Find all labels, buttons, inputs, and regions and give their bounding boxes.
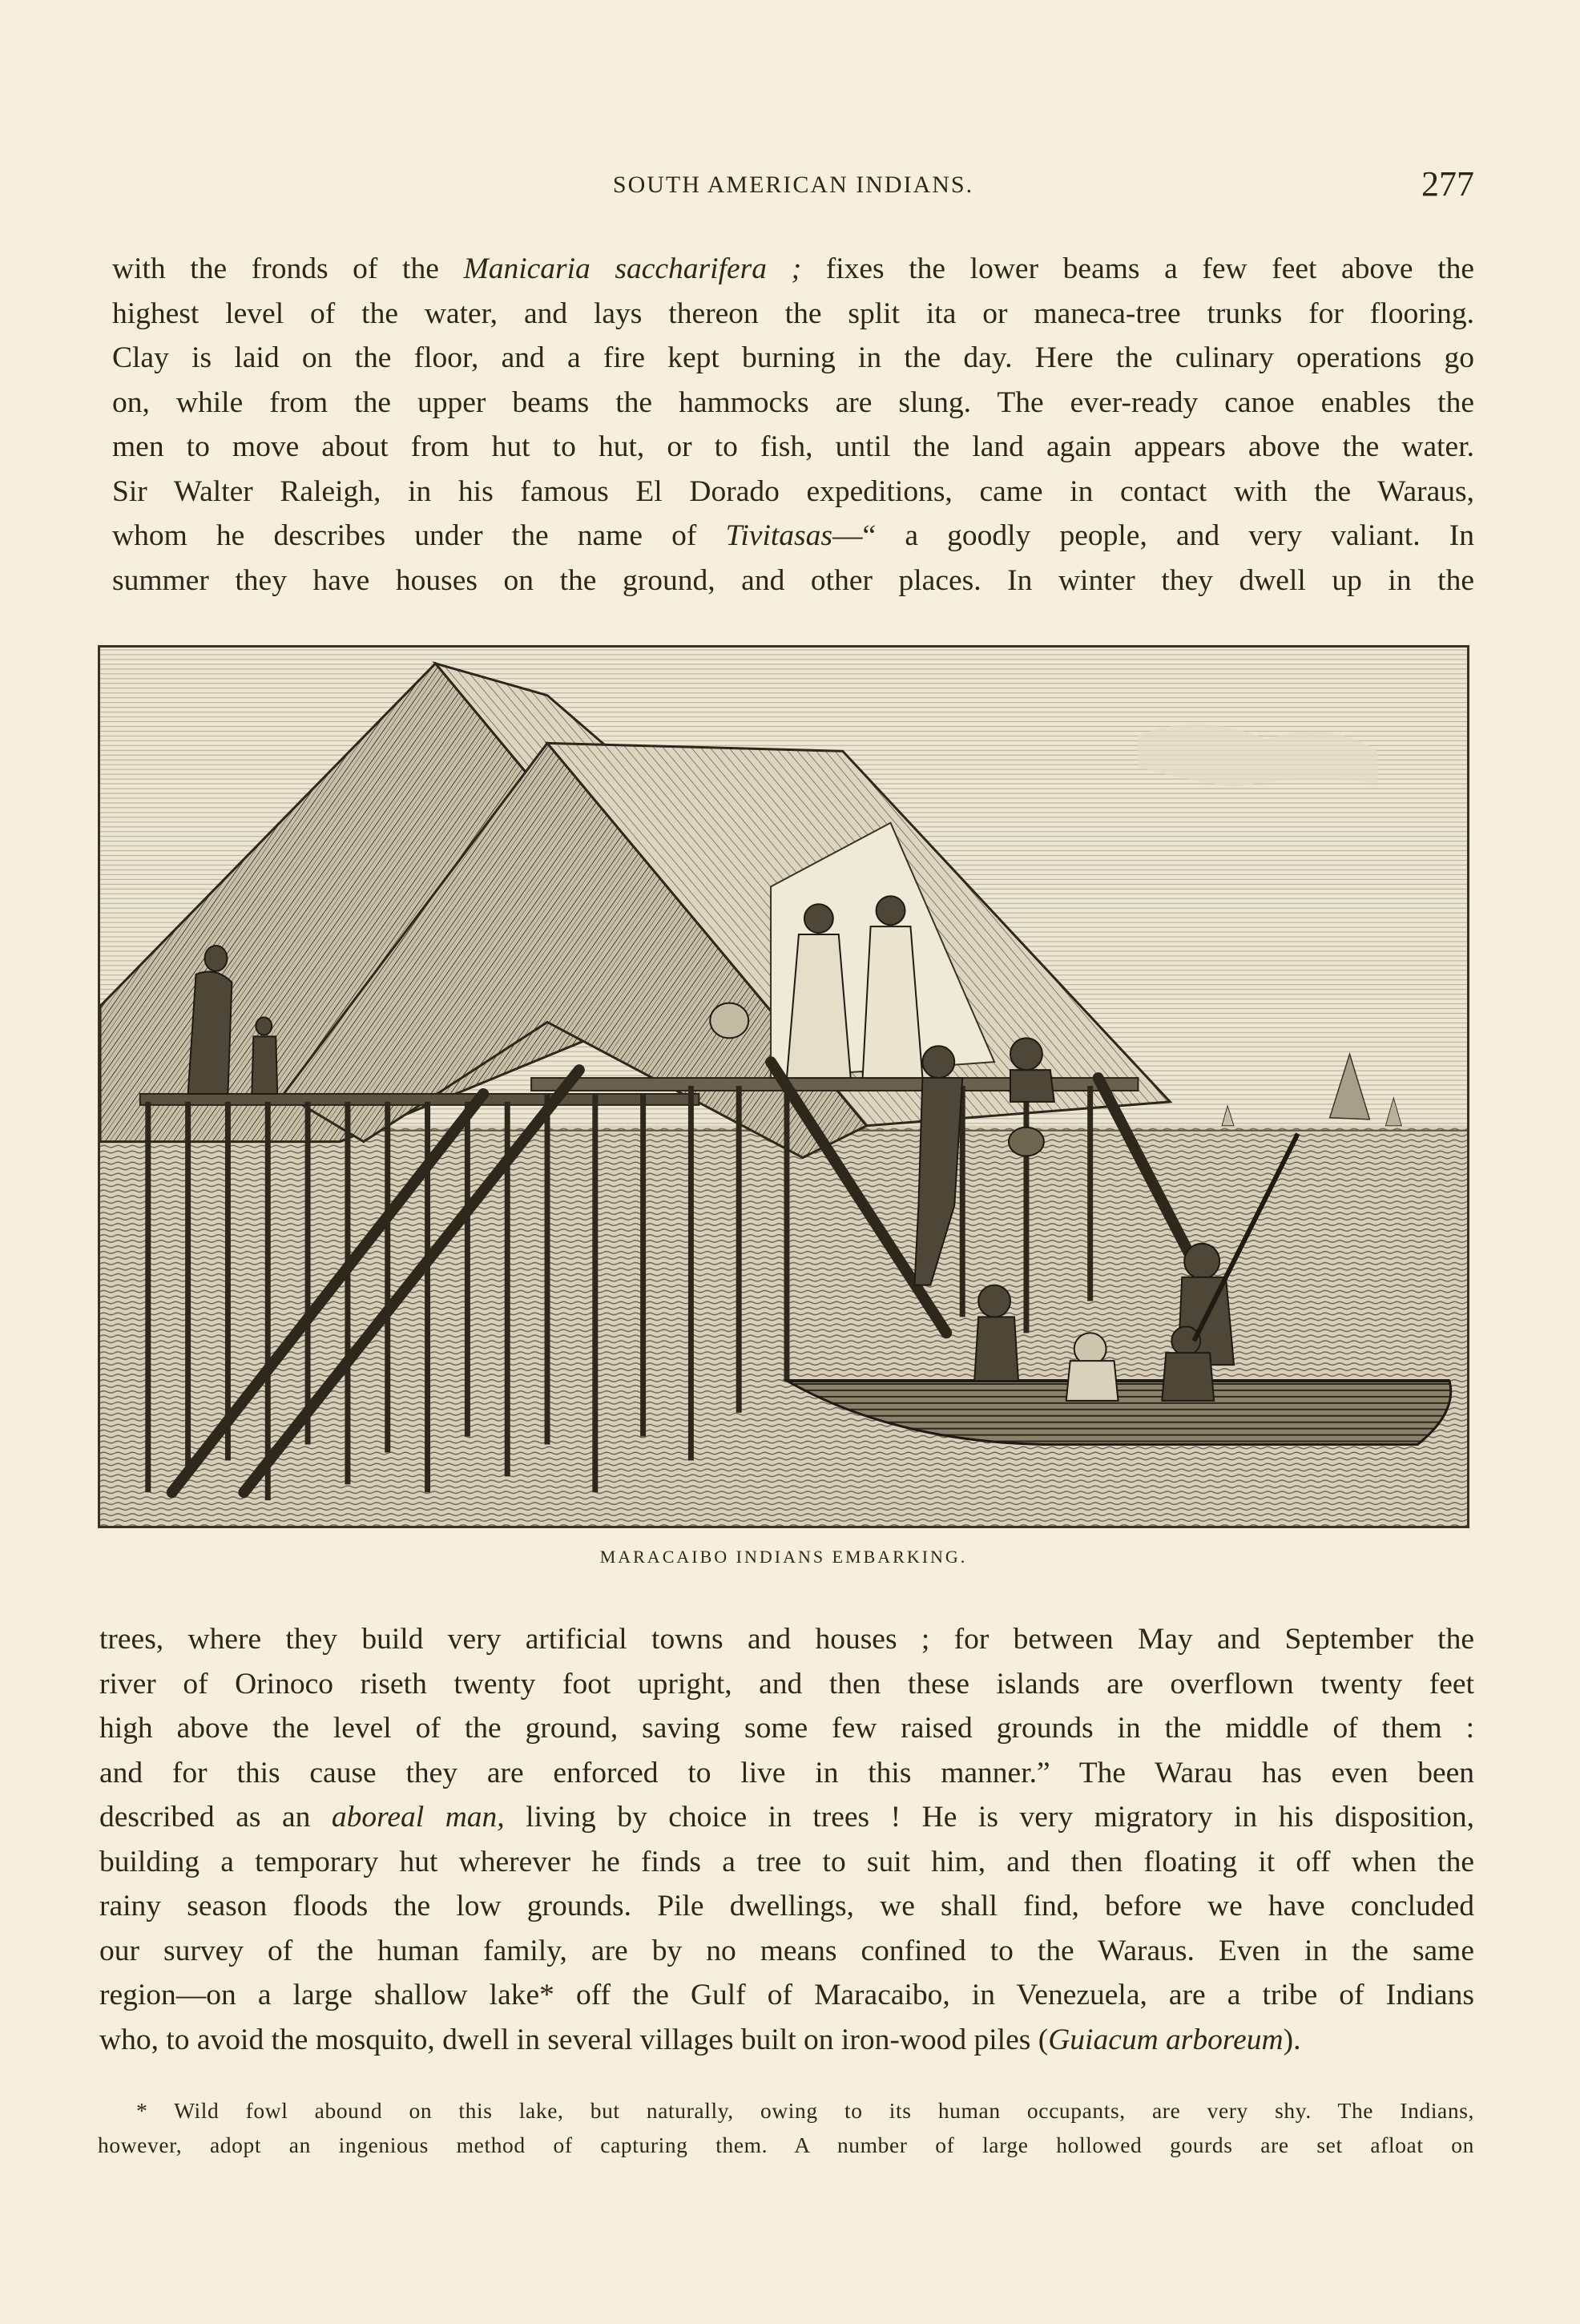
italic-term: Manicaria saccharifera ; (463, 252, 802, 285)
text-line: men to move about from hut to hut, or to fish, until the land again appears above the water. (112, 430, 1474, 463)
text-line: highest level of the water, and lays thereon the split ita or maneca-tree trunks for flooring. (112, 297, 1474, 330)
footnote-line: however, adopt an ingenious method of capturing them. A number of large hollowed gourds are set afloat on (98, 2132, 1474, 2157)
text-line: trees, where they build very artificial towns and houses ; for between May and September the (99, 1623, 1474, 1656)
engraving-drawing (100, 648, 1467, 1526)
text-line: our survey of the human family, are by no means confined to the Waraus. Even in the same (99, 1934, 1474, 1967)
paragraph-bottom (99, 1617, 1474, 2062)
figure-caption: MARACAIBO INDIANS EMBARKING. (599, 1547, 968, 1567)
italic-term: Guiacum arboreum (1048, 2023, 1284, 2056)
text-line: building a temporary hut wherever he finds a tree to suit him, and then floating it off when the (99, 1845, 1474, 1878)
text-line: who, to avoid the mosquito, dwell in several villages built on iron-wood piles (Guiacum arboreum). (99, 2023, 1301, 2056)
text-line: and for this cause they are enforced to live in this manner.” The Warau has even been (99, 1756, 1474, 1789)
text-line: on, while from the upper beams the hammocks are slung. The ever-ready canoe enables the (112, 385, 1474, 419)
text-line: region—on a large shallow lake* off the Gulf of Maracaibo, in Venezuela, are a tribe of Indians (99, 1979, 1474, 2011)
running-head (112, 164, 1474, 207)
text-line: high above the level of the ground, saving some few raised grounds in the middle of them : (99, 1712, 1474, 1745)
engraving-illustration (98, 645, 1469, 1528)
italic-term: aboreal man, (331, 1801, 505, 1834)
text-line: with the fronds of the Manicaria saccharifera ; fixes the lower beams a few feet above the (112, 252, 1475, 285)
text-line: summer they have houses on the ground, and other places. In winter they dwell up in the (112, 563, 1474, 597)
text-line: Clay is laid on the floor, and a fire kept burning in the day. Here the culinary operations go (112, 341, 1474, 374)
text-line: Sir Walter Raleigh, in his famous El Dorado expeditions, came in contact with the Waraus, (112, 474, 1474, 508)
text-line: whom he describes under the name of Tivitasas—“ a goodly people, and very valiant. In (112, 519, 1474, 552)
text-line: described as an aboreal man, living by choice in trees ! He is very migratory in his disposition, (99, 1801, 1474, 1834)
paragraph-top (112, 247, 1474, 603)
footnote-line: * Wild fowl abound on this lake, but naturally, owing to its human occupants, are very shy. The Indians, (136, 2098, 1474, 2123)
running-title: SOUTH AMERICAN INDIANS. (612, 171, 974, 198)
text-line: rainy season floods the low grounds. Pile dwellings, we shall find, before we have concluded (99, 1890, 1474, 1923)
page-number: 277 (1421, 164, 1474, 204)
text-line: river of Orinoco riseth twenty foot upright, and then these islands are overflown twenty feet (99, 1667, 1474, 1701)
italic-term: Tivitasas (725, 519, 832, 552)
footnote (98, 2093, 1474, 2162)
